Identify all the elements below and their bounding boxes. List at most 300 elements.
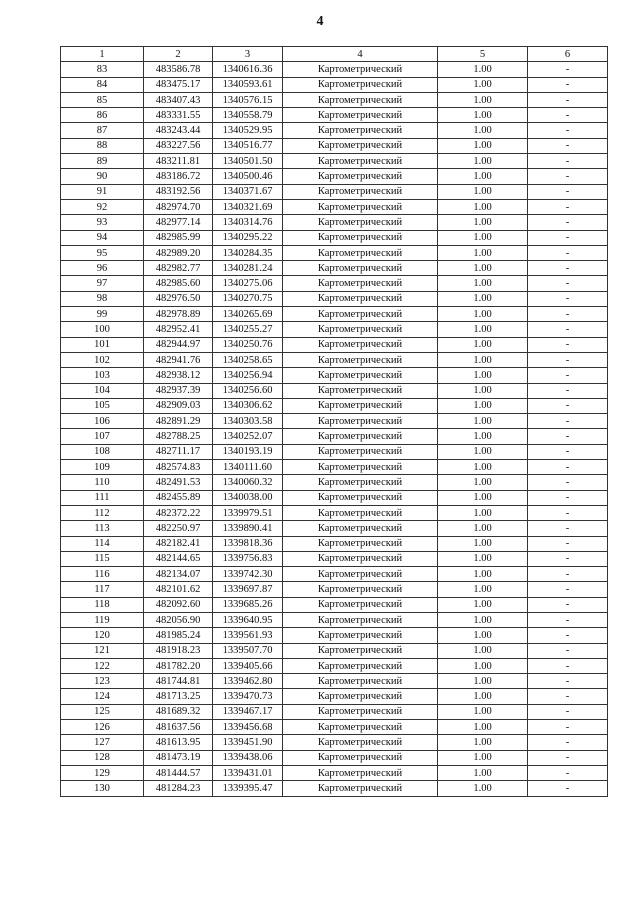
column-header: 6 <box>528 47 608 62</box>
accuracy-cell: 1.00 <box>438 337 528 352</box>
y-coordinate-cell: 1340256.94 <box>213 368 283 383</box>
point-number-cell: 94 <box>61 230 144 245</box>
point-number-cell: 97 <box>61 276 144 291</box>
method-cell: Картометрический <box>283 398 438 413</box>
method-cell: Картометрический <box>283 612 438 627</box>
method-cell: Картометрический <box>283 460 438 475</box>
method-cell: Картометрический <box>283 337 438 352</box>
x-coordinate-cell: 482092.60 <box>144 597 213 612</box>
table-row <box>61 230 608 245</box>
x-coordinate-cell: 482788.25 <box>144 429 213 444</box>
note-cell: - <box>528 291 608 306</box>
y-coordinate-cell: 1340250.76 <box>213 337 283 352</box>
note-cell: - <box>528 154 608 169</box>
table-row <box>61 169 608 184</box>
accuracy-cell: 1.00 <box>438 460 528 475</box>
note-cell: - <box>528 184 608 199</box>
point-number-cell: 108 <box>61 444 144 459</box>
method-cell: Картометрический <box>283 490 438 505</box>
point-number-cell: 107 <box>61 429 144 444</box>
table-row <box>61 460 608 475</box>
point-number-cell: 122 <box>61 658 144 673</box>
x-coordinate-cell: 482937.39 <box>144 383 213 398</box>
point-number-cell: 113 <box>61 521 144 536</box>
point-number-cell: 125 <box>61 704 144 719</box>
table-row <box>61 551 608 566</box>
method-cell: Картометрический <box>283 765 438 780</box>
table-row <box>61 720 608 735</box>
method-cell: Картометрический <box>283 658 438 673</box>
point-number-cell: 119 <box>61 612 144 627</box>
method-cell: Картометрический <box>283 475 438 490</box>
method-cell: Картометрический <box>283 781 438 796</box>
table-row <box>61 750 608 765</box>
note-cell: - <box>528 138 608 153</box>
y-coordinate-cell: 1340060.32 <box>213 475 283 490</box>
method-cell: Картометрический <box>283 352 438 367</box>
table-row <box>61 291 608 306</box>
x-coordinate-cell: 482978.89 <box>144 307 213 322</box>
accuracy-cell: 1.00 <box>438 62 528 77</box>
accuracy-cell: 1.00 <box>438 720 528 735</box>
x-coordinate-cell: 481613.95 <box>144 735 213 750</box>
y-coordinate-cell: 1340593.61 <box>213 77 283 92</box>
point-number-cell: 126 <box>61 720 144 735</box>
accuracy-cell: 1.00 <box>438 184 528 199</box>
note-cell: - <box>528 536 608 551</box>
note-cell: - <box>528 352 608 367</box>
note-cell: - <box>528 444 608 459</box>
method-cell: Картометрический <box>283 735 438 750</box>
point-number-cell: 101 <box>61 337 144 352</box>
y-coordinate-cell: 1340558.79 <box>213 108 283 123</box>
method-cell: Картометрический <box>283 597 438 612</box>
note-cell: - <box>528 199 608 214</box>
note-cell: - <box>528 765 608 780</box>
y-coordinate-cell: 1340500.46 <box>213 169 283 184</box>
x-coordinate-cell: 482952.41 <box>144 322 213 337</box>
x-coordinate-cell: 483331.55 <box>144 108 213 123</box>
x-coordinate-cell: 483227.56 <box>144 138 213 153</box>
y-coordinate-cell: 1339561.93 <box>213 628 283 643</box>
x-coordinate-cell: 481713.25 <box>144 689 213 704</box>
x-coordinate-cell: 481637.56 <box>144 720 213 735</box>
note-cell: - <box>528 567 608 582</box>
y-coordinate-cell: 1340295.22 <box>213 230 283 245</box>
table-row <box>61 77 608 92</box>
point-number-cell: 120 <box>61 628 144 643</box>
y-coordinate-cell: 1339470.73 <box>213 689 283 704</box>
table-row <box>61 245 608 260</box>
y-coordinate-cell: 1340258.65 <box>213 352 283 367</box>
point-number-cell: 128 <box>61 750 144 765</box>
accuracy-cell: 1.00 <box>438 77 528 92</box>
x-coordinate-cell: 483407.43 <box>144 92 213 107</box>
point-number-cell: 121 <box>61 643 144 658</box>
x-coordinate-cell: 482182.41 <box>144 536 213 551</box>
x-coordinate-cell: 483192.56 <box>144 184 213 199</box>
x-coordinate-cell: 482982.77 <box>144 261 213 276</box>
y-coordinate-cell: 1340038.00 <box>213 490 283 505</box>
x-coordinate-cell: 482250.97 <box>144 521 213 536</box>
table-row <box>61 490 608 505</box>
note-cell: - <box>528 276 608 291</box>
method-cell: Картометрический <box>283 521 438 536</box>
table-row <box>61 154 608 169</box>
table-body <box>61 62 608 796</box>
accuracy-cell: 1.00 <box>438 138 528 153</box>
accuracy-cell: 1.00 <box>438 582 528 597</box>
method-cell: Картометрический <box>283 276 438 291</box>
table-row <box>61 337 608 352</box>
accuracy-cell: 1.00 <box>438 475 528 490</box>
table-row <box>61 199 608 214</box>
note-cell: - <box>528 735 608 750</box>
table-row <box>61 398 608 413</box>
point-number-cell: 95 <box>61 245 144 260</box>
x-coordinate-cell: 482976.50 <box>144 291 213 306</box>
y-coordinate-cell: 1339462.80 <box>213 674 283 689</box>
y-coordinate-cell: 1340371.67 <box>213 184 283 199</box>
table-row <box>61 536 608 551</box>
note-cell: - <box>528 704 608 719</box>
accuracy-cell: 1.00 <box>438 612 528 627</box>
method-cell: Картометрический <box>283 307 438 322</box>
table-row <box>61 138 608 153</box>
x-coordinate-cell: 482891.29 <box>144 414 213 429</box>
accuracy-cell: 1.00 <box>438 215 528 230</box>
table-header-row <box>61 47 608 62</box>
point-number-cell: 87 <box>61 123 144 138</box>
accuracy-cell: 1.00 <box>438 689 528 704</box>
x-coordinate-cell: 482455.89 <box>144 490 213 505</box>
method-cell: Картометрический <box>283 199 438 214</box>
point-number-cell: 116 <box>61 567 144 582</box>
note-cell: - <box>528 658 608 673</box>
accuracy-cell: 1.00 <box>438 444 528 459</box>
accuracy-cell: 1.00 <box>438 567 528 582</box>
x-coordinate-cell: 482491.53 <box>144 475 213 490</box>
method-cell: Картометрический <box>283 92 438 107</box>
accuracy-cell: 1.00 <box>438 505 528 520</box>
y-coordinate-cell: 1340256.60 <box>213 383 283 398</box>
table-row <box>61 612 608 627</box>
y-coordinate-cell: 1340111.60 <box>213 460 283 475</box>
table-row <box>61 582 608 597</box>
note-cell: - <box>528 475 608 490</box>
table-row <box>61 674 608 689</box>
y-coordinate-cell: 1340516.77 <box>213 138 283 153</box>
table-row <box>61 184 608 199</box>
x-coordinate-cell: 481918.23 <box>144 643 213 658</box>
table-row <box>61 322 608 337</box>
note-cell: - <box>528 490 608 505</box>
accuracy-cell: 1.00 <box>438 368 528 383</box>
accuracy-cell: 1.00 <box>438 628 528 643</box>
y-coordinate-cell: 1339467.17 <box>213 704 283 719</box>
accuracy-cell: 1.00 <box>438 230 528 245</box>
accuracy-cell: 1.00 <box>438 781 528 796</box>
note-cell: - <box>528 505 608 520</box>
point-number-cell: 111 <box>61 490 144 505</box>
accuracy-cell: 1.00 <box>438 750 528 765</box>
note-cell: - <box>528 720 608 735</box>
point-number-cell: 104 <box>61 383 144 398</box>
method-cell: Картометрический <box>283 536 438 551</box>
point-number-cell: 83 <box>61 62 144 77</box>
method-cell: Картометрический <box>283 429 438 444</box>
y-coordinate-cell: 1339451.90 <box>213 735 283 750</box>
table-row <box>61 475 608 490</box>
note-cell: - <box>528 643 608 658</box>
column-header: 4 <box>283 47 438 62</box>
accuracy-cell: 1.00 <box>438 674 528 689</box>
x-coordinate-cell: 481782.20 <box>144 658 213 673</box>
accuracy-cell: 1.00 <box>438 123 528 138</box>
table-row <box>61 276 608 291</box>
y-coordinate-cell: 1339431.01 <box>213 765 283 780</box>
accuracy-cell: 1.00 <box>438 765 528 780</box>
method-cell: Картометрический <box>283 628 438 643</box>
accuracy-cell: 1.00 <box>438 490 528 505</box>
note-cell: - <box>528 582 608 597</box>
note-cell: - <box>528 77 608 92</box>
point-number-cell: 130 <box>61 781 144 796</box>
table-row <box>61 92 608 107</box>
method-cell: Картометрический <box>283 444 438 459</box>
table-row <box>61 597 608 612</box>
note-cell: - <box>528 612 608 627</box>
x-coordinate-cell: 483211.81 <box>144 154 213 169</box>
x-coordinate-cell: 482941.76 <box>144 352 213 367</box>
y-coordinate-cell: 1340501.50 <box>213 154 283 169</box>
note-cell: - <box>528 322 608 337</box>
point-number-cell: 90 <box>61 169 144 184</box>
x-coordinate-cell: 481985.24 <box>144 628 213 643</box>
point-number-cell: 129 <box>61 765 144 780</box>
point-number-cell: 99 <box>61 307 144 322</box>
table-row <box>61 704 608 719</box>
x-coordinate-cell: 482101.62 <box>144 582 213 597</box>
note-cell: - <box>528 674 608 689</box>
method-cell: Картометрический <box>283 230 438 245</box>
accuracy-cell: 1.00 <box>438 658 528 673</box>
accuracy-cell: 1.00 <box>438 643 528 658</box>
y-coordinate-cell: 1340306.62 <box>213 398 283 413</box>
y-coordinate-cell: 1339405.66 <box>213 658 283 673</box>
page-number: 4 <box>316 14 324 29</box>
x-coordinate-cell: 481473.19 <box>144 750 213 765</box>
table-row <box>61 62 608 77</box>
table-row <box>61 567 608 582</box>
method-cell: Картометрический <box>283 567 438 582</box>
point-number-cell: 123 <box>61 674 144 689</box>
method-cell: Картометрический <box>283 674 438 689</box>
point-number-cell: 84 <box>61 77 144 92</box>
x-coordinate-cell: 482574.83 <box>144 460 213 475</box>
method-cell: Картометрический <box>283 291 438 306</box>
y-coordinate-cell: 1340314.76 <box>213 215 283 230</box>
y-coordinate-cell: 1339438.06 <box>213 750 283 765</box>
table-row <box>61 628 608 643</box>
note-cell: - <box>528 62 608 77</box>
note-cell: - <box>528 108 608 123</box>
note-cell: - <box>528 307 608 322</box>
y-coordinate-cell: 1339685.26 <box>213 597 283 612</box>
note-cell: - <box>528 368 608 383</box>
table-row <box>61 352 608 367</box>
method-cell: Картометрический <box>283 154 438 169</box>
accuracy-cell: 1.00 <box>438 536 528 551</box>
note-cell: - <box>528 781 608 796</box>
method-cell: Картометрический <box>283 720 438 735</box>
method-cell: Картометрический <box>283 77 438 92</box>
column-header: 5 <box>438 47 528 62</box>
accuracy-cell: 1.00 <box>438 261 528 276</box>
point-number-cell: 127 <box>61 735 144 750</box>
note-cell: - <box>528 414 608 429</box>
accuracy-cell: 1.00 <box>438 322 528 337</box>
point-number-cell: 109 <box>61 460 144 475</box>
y-coordinate-cell: 1340303.58 <box>213 414 283 429</box>
accuracy-cell: 1.00 <box>438 429 528 444</box>
method-cell: Картометрический <box>283 551 438 566</box>
method-cell: Картометрический <box>283 245 438 260</box>
table-row <box>61 123 608 138</box>
method-cell: Картометрический <box>283 62 438 77</box>
accuracy-cell: 1.00 <box>438 414 528 429</box>
y-coordinate-cell: 1340255.27 <box>213 322 283 337</box>
y-coordinate-cell: 1339640.95 <box>213 612 283 627</box>
accuracy-cell: 1.00 <box>438 704 528 719</box>
y-coordinate-cell: 1339697.87 <box>213 582 283 597</box>
accuracy-cell: 1.00 <box>438 398 528 413</box>
y-coordinate-cell: 1340252.07 <box>213 429 283 444</box>
method-cell: Картометрический <box>283 643 438 658</box>
y-coordinate-cell: 1340284.35 <box>213 245 283 260</box>
method-cell: Картометрический <box>283 704 438 719</box>
x-coordinate-cell: 481284.23 <box>144 781 213 796</box>
point-number-cell: 112 <box>61 505 144 520</box>
accuracy-cell: 1.00 <box>438 169 528 184</box>
y-coordinate-cell: 1340616.36 <box>213 62 283 77</box>
y-coordinate-cell: 1339742.30 <box>213 567 283 582</box>
method-cell: Картометрический <box>283 184 438 199</box>
point-number-cell: 115 <box>61 551 144 566</box>
note-cell: - <box>528 689 608 704</box>
x-coordinate-cell: 481444.57 <box>144 765 213 780</box>
note-cell: - <box>528 628 608 643</box>
y-coordinate-cell: 1339395.47 <box>213 781 283 796</box>
y-coordinate-cell: 1339890.41 <box>213 521 283 536</box>
accuracy-cell: 1.00 <box>438 597 528 612</box>
point-number-cell: 85 <box>61 92 144 107</box>
method-cell: Картометрический <box>283 169 438 184</box>
column-header: 1 <box>61 47 144 62</box>
point-number-cell: 114 <box>61 536 144 551</box>
accuracy-cell: 1.00 <box>438 735 528 750</box>
y-coordinate-cell: 1339507.70 <box>213 643 283 658</box>
point-number-cell: 89 <box>61 154 144 169</box>
accuracy-cell: 1.00 <box>438 352 528 367</box>
method-cell: Картометрический <box>283 138 438 153</box>
point-number-cell: 86 <box>61 108 144 123</box>
accuracy-cell: 1.00 <box>438 199 528 214</box>
method-cell: Картометрический <box>283 108 438 123</box>
x-coordinate-cell: 482711.17 <box>144 444 213 459</box>
y-coordinate-cell: 1339979.51 <box>213 505 283 520</box>
table-row <box>61 108 608 123</box>
note-cell: - <box>528 123 608 138</box>
table-row <box>61 505 608 520</box>
x-coordinate-cell: 483475.17 <box>144 77 213 92</box>
y-coordinate-cell: 1339756.83 <box>213 551 283 566</box>
method-cell: Картометрический <box>283 414 438 429</box>
y-coordinate-cell: 1339456.68 <box>213 720 283 735</box>
x-coordinate-cell: 482056.90 <box>144 612 213 627</box>
point-number-cell: 105 <box>61 398 144 413</box>
method-cell: Картометрический <box>283 689 438 704</box>
method-cell: Картометрический <box>283 368 438 383</box>
note-cell: - <box>528 597 608 612</box>
point-number-cell: 96 <box>61 261 144 276</box>
method-cell: Картометрический <box>283 383 438 398</box>
method-cell: Картометрический <box>283 750 438 765</box>
table-row <box>61 643 608 658</box>
x-coordinate-cell: 483186.72 <box>144 169 213 184</box>
method-cell: Картометрический <box>283 261 438 276</box>
note-cell: - <box>528 460 608 475</box>
point-number-cell: 91 <box>61 184 144 199</box>
table-row <box>61 383 608 398</box>
table-row <box>61 689 608 704</box>
note-cell: - <box>528 261 608 276</box>
note-cell: - <box>528 337 608 352</box>
y-coordinate-cell: 1340265.69 <box>213 307 283 322</box>
x-coordinate-cell: 482134.07 <box>144 567 213 582</box>
y-coordinate-cell: 1340275.06 <box>213 276 283 291</box>
method-cell: Картометрический <box>283 123 438 138</box>
accuracy-cell: 1.00 <box>438 92 528 107</box>
table-row <box>61 414 608 429</box>
note-cell: - <box>528 245 608 260</box>
note-cell: - <box>528 429 608 444</box>
x-coordinate-cell: 482144.65 <box>144 551 213 566</box>
x-coordinate-cell: 482985.99 <box>144 230 213 245</box>
point-number-cell: 102 <box>61 352 144 367</box>
point-number-cell: 118 <box>61 597 144 612</box>
note-cell: - <box>528 215 608 230</box>
note-cell: - <box>528 398 608 413</box>
point-number-cell: 106 <box>61 414 144 429</box>
point-number-cell: 110 <box>61 475 144 490</box>
note-cell: - <box>528 551 608 566</box>
y-coordinate-cell: 1340270.75 <box>213 291 283 306</box>
point-number-cell: 88 <box>61 138 144 153</box>
x-coordinate-cell: 482909.03 <box>144 398 213 413</box>
point-number-cell: 100 <box>61 322 144 337</box>
note-cell: - <box>528 169 608 184</box>
point-number-cell: 93 <box>61 215 144 230</box>
note-cell: - <box>528 92 608 107</box>
column-header: 2 <box>144 47 213 62</box>
table-row <box>61 368 608 383</box>
x-coordinate-cell: 483243.44 <box>144 123 213 138</box>
y-coordinate-cell: 1340321.69 <box>213 199 283 214</box>
table-row <box>61 444 608 459</box>
x-coordinate-cell: 482944.97 <box>144 337 213 352</box>
table-row <box>61 735 608 750</box>
